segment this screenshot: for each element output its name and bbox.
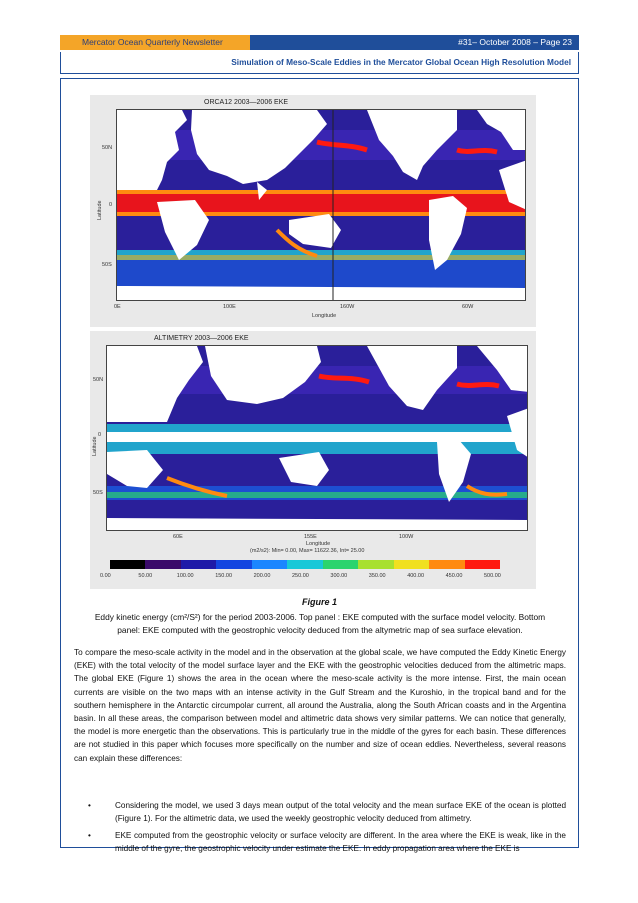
article-title-bar	[60, 52, 579, 74]
top-ytick-50n: 50N	[102, 145, 113, 151]
bottom-eke-map	[106, 345, 528, 531]
bottom-xtick-100w: 100W	[399, 534, 414, 540]
colorbar-tick-label: 100.00	[176, 573, 194, 579]
colorbar-segment	[145, 560, 180, 569]
figure-1	[90, 95, 536, 590]
top-ytick-0: 0	[109, 202, 113, 208]
bottom-ytick-50n: 50N	[93, 377, 104, 383]
colorbar-segment	[465, 560, 500, 569]
issue-page-label: #31– October 2008 – Page 23	[250, 35, 579, 50]
bottom-ytick-50s: 50S	[93, 490, 103, 496]
top-eke-map	[116, 109, 526, 301]
bullet-text-1: Considering the model, we used 3 days mean output of the total velocity and the mean surface EKE of the ocean is plotted (Figure 1). For the altimetric data, we used the weekly geostrophic velocity deduced from altimetry.	[115, 801, 566, 824]
bottom-xtick-155e: 155E	[304, 534, 317, 540]
colorbar-segment	[429, 560, 464, 569]
article-title: Simulation of Meso-Scale Eddies in the Mercator Global Ocean High Resolution Model	[231, 57, 571, 67]
colorbar-tick-label: 250.00	[292, 573, 309, 579]
colorbar-tick-label: 200.00	[253, 573, 271, 579]
colorbar-tick-label: 150.00	[215, 573, 233, 579]
bottom-y-axis-label: Latitude	[92, 436, 98, 456]
bottom-x-axis-label: Longitude	[306, 541, 331, 547]
colorbar-tick-label: 300.00	[330, 573, 348, 579]
colorbar-tick-label: 0.00	[100, 573, 111, 579]
colorbar	[110, 560, 500, 569]
top-ytick-50s: 50S	[102, 262, 112, 268]
body-paragraph: To compare the meso-scale activity in the model and in the observation at the global scale, we have computed the Eddy Kinetic Energy (EKE) with the total velocity of the model surface layer and the EKE with the geostrophic velocities deduced from the altimetric maps. The global EKE (Figure 1) shows the area in the ocean where the meso-scale activity is the more intense. First, the main ocean currents are visible on the two maps with an intense activity in the Gulf Stream and the Kuroshio, in the tropical band and for the southern hemisphere in the Antarctic circumpolar current, all around the Australia, along the South African coasts and in the Argentina basin. In all these areas, the comparison between model and altimetric data shows very similar patterns. We can notice that generally, the model is more energetic than the observations. This is particularly true in the middle of the gyres for each basin. These differences are not studied in this paper which focuses more specifically on the number and size of ocean eddies. Nevertheless, several reasons can explain these differences:	[74, 648, 566, 763]
colorbar-segment	[110, 560, 145, 569]
page-header	[60, 35, 579, 50]
colorbar-segment	[394, 560, 429, 569]
newsletter-name: Mercator Ocean Quarterly Newsletter	[60, 35, 250, 50]
colorbar-ticks	[100, 573, 510, 581]
bottom-xtick-60e: 60E	[173, 534, 183, 540]
figure-caption: Eddy kinetic energy (cm²/S²) for the period 2003-2006. Top panel : EKE computed with the surface model velocity. Bottom panel: EKE computed with the geostrophic velocity deduced from the altymetric map of sea surface elevation.	[94, 612, 546, 635]
colorbar-tick-label: 400.00	[407, 573, 425, 579]
figure-caption-title: Figure 1	[301, 597, 337, 607]
bottom-panel	[90, 331, 536, 589]
colorbar-segment	[358, 560, 393, 569]
top-xtick-160w: 160W	[340, 304, 355, 310]
top-xtick-0e: 0E	[114, 304, 121, 310]
colorbar-tick-label: 500.00	[484, 573, 501, 579]
bullet-symbol: •	[88, 801, 91, 810]
bottom-panel-title: ALTIMETRY 2003—2006 EKE	[154, 335, 249, 342]
bottom-units-line: (m2/s2): Min= 0.00, Max= 11622.36, Int= 25.00	[250, 548, 365, 554]
colorbar-segment	[323, 560, 358, 569]
bullet-symbol: •	[88, 831, 91, 840]
colorbar-tick-label: 350.00	[368, 573, 386, 579]
bottom-ytick-0: 0	[98, 432, 102, 438]
colorbar-segment	[252, 560, 287, 569]
top-x-axis-label: Longitude	[312, 313, 337, 319]
colorbar-segment	[216, 560, 251, 569]
top-panel	[90, 95, 536, 327]
colorbar-tick-label: 450.00	[445, 573, 463, 579]
top-xtick-100e: 100E	[223, 304, 236, 310]
top-xtick-60w: 60W	[462, 304, 474, 310]
colorbar-segment	[287, 560, 322, 569]
colorbar-segment	[181, 560, 216, 569]
top-y-axis-label: Latitude	[97, 200, 103, 220]
top-panel-title: ORCA12 2003—2006 EKE	[204, 99, 289, 106]
colorbar-tick-label: 50.00	[138, 573, 153, 579]
bullet-text-2: EKE computed from the geostrophic velocity or surface velocity are different. In the area where the EKE is weak, like in the middle of the gyre, the geostrophic velocity under estimate the EKE. In eddy propagation area where the EKE is	[115, 831, 566, 854]
